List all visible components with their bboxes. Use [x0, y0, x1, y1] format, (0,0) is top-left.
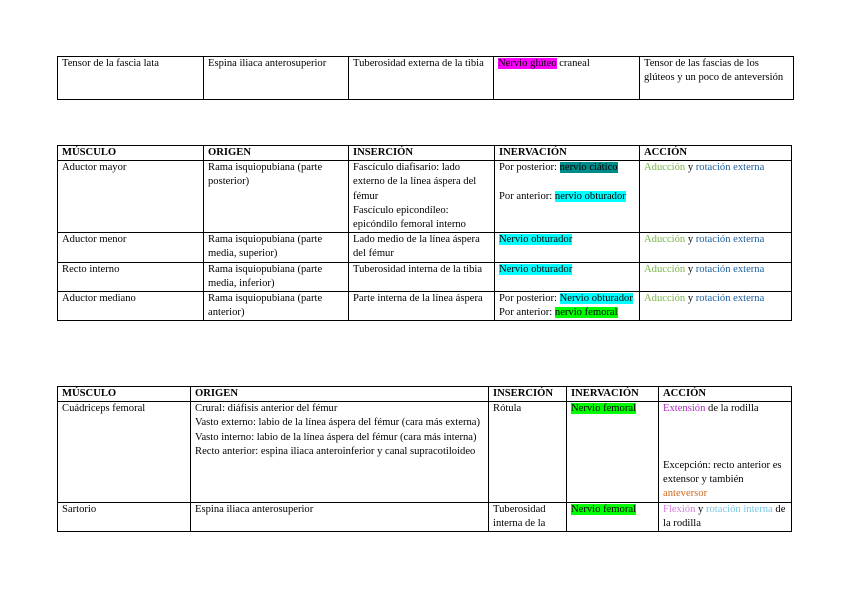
- cell-text: y: [685, 293, 696, 305]
- table-row: [58, 161, 792, 233]
- cell-text: Sartorio: [62, 503, 97, 515]
- spacer: [663, 445, 788, 459]
- accion-text: anteversor: [663, 488, 708, 500]
- header-text: MÚSCULO: [62, 388, 117, 399]
- accion-text: Extensión: [663, 403, 706, 415]
- cell-musculo: [58, 57, 204, 100]
- header-accion: [659, 387, 792, 402]
- cell-text: Espina iliaca anterosuperior: [195, 503, 314, 515]
- cell-accion: [640, 161, 792, 233]
- cell-inervacion: [495, 161, 640, 233]
- highlight-nerve: Nervio obturador: [559, 293, 633, 305]
- inervacion-posterior: [499, 161, 636, 175]
- cell-musculo: [58, 402, 191, 502]
- table-row: [58, 292, 792, 321]
- cell-origen: [204, 262, 349, 291]
- accion-text: Aducción: [644, 293, 686, 305]
- inervacion-anterior: [499, 190, 636, 204]
- cell-text: Recto anterior: espina iliaca anteroinferior y canal supracotiloideo: [195, 445, 476, 457]
- cell-accion: [640, 233, 792, 262]
- header-musculo: [58, 146, 204, 161]
- cell-origen: [204, 57, 349, 100]
- cell-text: Vasto interno: labio de la línea áspera del fémur (cara más interna): [195, 431, 477, 443]
- cell-insercion: [349, 262, 495, 291]
- accion-text: rotación externa: [695, 293, 765, 305]
- cell-musculo: [58, 292, 204, 321]
- cell-text: Por posterior:: [499, 293, 560, 305]
- spacer: [499, 175, 636, 189]
- cell-origen: [204, 292, 349, 321]
- accion-text: rotación interna: [705, 503, 773, 515]
- cell-insercion: [349, 292, 495, 321]
- spacer: [663, 431, 788, 445]
- cell-accion: [659, 402, 792, 502]
- table-row: [58, 57, 794, 100]
- accion-text: rotación externa: [695, 263, 765, 275]
- table-header-row: [58, 146, 792, 161]
- accion-excepcion: [663, 459, 788, 502]
- table-row: [58, 262, 792, 291]
- cell-text: Rama isquiopubiana (parte media, inferior): [208, 263, 323, 289]
- header-text: INSERCIÓN: [493, 388, 554, 399]
- header-musculo: [58, 387, 191, 402]
- cell-inervacion: [494, 57, 640, 100]
- cell-accion: [640, 262, 792, 291]
- table-header-row: [58, 387, 792, 402]
- cell-text: Tuberosidad externa de la tibia: [353, 58, 484, 69]
- header-accion: [640, 146, 792, 161]
- cell-text: Tensor de la fascia lata: [62, 58, 159, 69]
- cell-inervacion: [567, 402, 659, 502]
- header-text: INERVACIÓN: [499, 147, 567, 158]
- table-cuadriceps-sartorio: [57, 386, 792, 532]
- cell-text: Aductor mayor: [62, 162, 127, 174]
- cell-text: de la rodilla: [705, 403, 759, 415]
- cell-text: craneal: [556, 58, 590, 69]
- cell-text: Rama isquiopubiana (parte media, superior): [208, 234, 323, 260]
- cell-insercion: [349, 57, 494, 100]
- inervacion-posterior: [499, 292, 636, 306]
- cell-text: Cuádriceps femoral: [62, 403, 146, 415]
- cell-musculo: [58, 233, 204, 262]
- header-text: ORIGEN: [208, 147, 251, 158]
- cell-insercion: [489, 402, 567, 502]
- spacer: [663, 416, 788, 430]
- cell-text: Fascículo epicondíleo: epicóndilo femoral interno: [353, 204, 466, 231]
- cell-insercion: [489, 502, 567, 531]
- cell-accion: [640, 57, 794, 100]
- header-text: ACCIÓN: [663, 388, 706, 399]
- cell-insercion: [349, 233, 495, 262]
- cell-text: Rótula: [493, 403, 522, 415]
- cell-inervacion: [567, 502, 659, 531]
- cell-text: Vasto externo: labio de la línea áspera del fémur (cara más externa): [195, 417, 481, 429]
- cell-accion: [659, 502, 792, 531]
- cell-text: de la rodilla: [663, 503, 786, 529]
- cell-inervacion: [495, 262, 640, 291]
- cell-inervacion: [495, 292, 640, 321]
- cell-origen: [204, 233, 349, 262]
- cell-text: Por posterior:: [499, 162, 560, 174]
- cell-text: Espina iliaca anterosuperior: [208, 58, 327, 69]
- highlight-nerve: Nervio femoral: [571, 503, 637, 515]
- cell-text: y: [685, 162, 696, 174]
- header-text: ACCIÓN: [644, 147, 687, 158]
- inervacion-anterior: [499, 306, 636, 320]
- cell-text: Recto interno: [62, 263, 120, 275]
- cell-text: Fascículo diafisario: lado externo de la línea áspera del fémur: [353, 162, 477, 202]
- header-text: INSERCIÓN: [353, 147, 414, 158]
- table-tensor-fascia-lata: [57, 56, 794, 100]
- cell-accion: [640, 292, 792, 321]
- table-aductores: [57, 145, 792, 321]
- cell-musculo: [58, 161, 204, 233]
- header-insercion: [489, 387, 567, 402]
- highlight-nerve: nervio femoral: [554, 307, 618, 319]
- cell-text: Por anterior:: [499, 307, 555, 319]
- cell-text: Rama isquiopubiana (parte anterior): [208, 293, 323, 319]
- cell-musculo: [58, 262, 204, 291]
- accion-text: Aducción: [644, 162, 686, 174]
- cell-text: Rama isquiopubiana (parte posterior): [208, 162, 323, 188]
- accion-text: rotación externa: [695, 162, 765, 174]
- cell-text: Por anterior:: [499, 190, 555, 202]
- highlight-nerve: Nervio obturador: [499, 234, 573, 246]
- table-row: [58, 402, 792, 502]
- cell-origen: [191, 402, 489, 502]
- highlight-nerve: Nervio femoral: [571, 403, 637, 415]
- header-text: ORIGEN: [195, 388, 238, 399]
- table-row: [58, 233, 792, 262]
- cell-inervacion: [495, 233, 640, 262]
- cell-text: y: [695, 503, 706, 515]
- table-row: [58, 502, 792, 531]
- cell-origen: [204, 161, 349, 233]
- header-text: MÚSCULO: [62, 147, 117, 158]
- accion-text: rotación externa: [695, 234, 765, 246]
- highlight-nerve: Nervio obturador: [499, 263, 573, 275]
- cell-text: y: [685, 234, 696, 246]
- cell-text: Crural: diáfisis anterior del fémur: [195, 403, 338, 415]
- cell-insercion: [349, 161, 495, 233]
- cell-text: Aductor menor: [62, 234, 127, 246]
- header-inervacion: [567, 387, 659, 402]
- cell-origen: [191, 502, 489, 531]
- cell-text: Aductor mediano: [62, 293, 136, 305]
- cell-text: Tuberosidad interna de la: [493, 503, 546, 529]
- cell-text: y: [685, 263, 696, 275]
- accion-text: Aducción: [644, 234, 686, 246]
- highlight-nerve: nervio obturador: [554, 190, 626, 202]
- accion-main: [663, 402, 788, 416]
- accion-text: Flexión: [663, 503, 696, 515]
- cell-text: Tuberosidad interna de la tibia: [353, 263, 483, 275]
- highlight-nerve: Nervio glúteo: [498, 58, 557, 69]
- accion-text: Aducción: [644, 263, 686, 275]
- header-origen: [191, 387, 489, 402]
- cell-text: Parte interna de la línea áspera: [353, 293, 483, 305]
- cell-musculo: [58, 502, 191, 531]
- highlight-nerve: nervio ciático: [559, 162, 618, 174]
- cell-text: Excepción: recto anterior es extensor y también: [663, 459, 782, 486]
- header-insercion: [349, 146, 495, 161]
- cell-text: Lado medio de la línea áspera del fémur: [353, 234, 480, 260]
- header-origen: [204, 146, 349, 161]
- header-inervacion: [495, 146, 640, 161]
- header-text: INERVACIÓN: [571, 388, 639, 399]
- cell-text: Tensor de las fascias de los glúteos y un poco de anteversión: [644, 58, 784, 84]
